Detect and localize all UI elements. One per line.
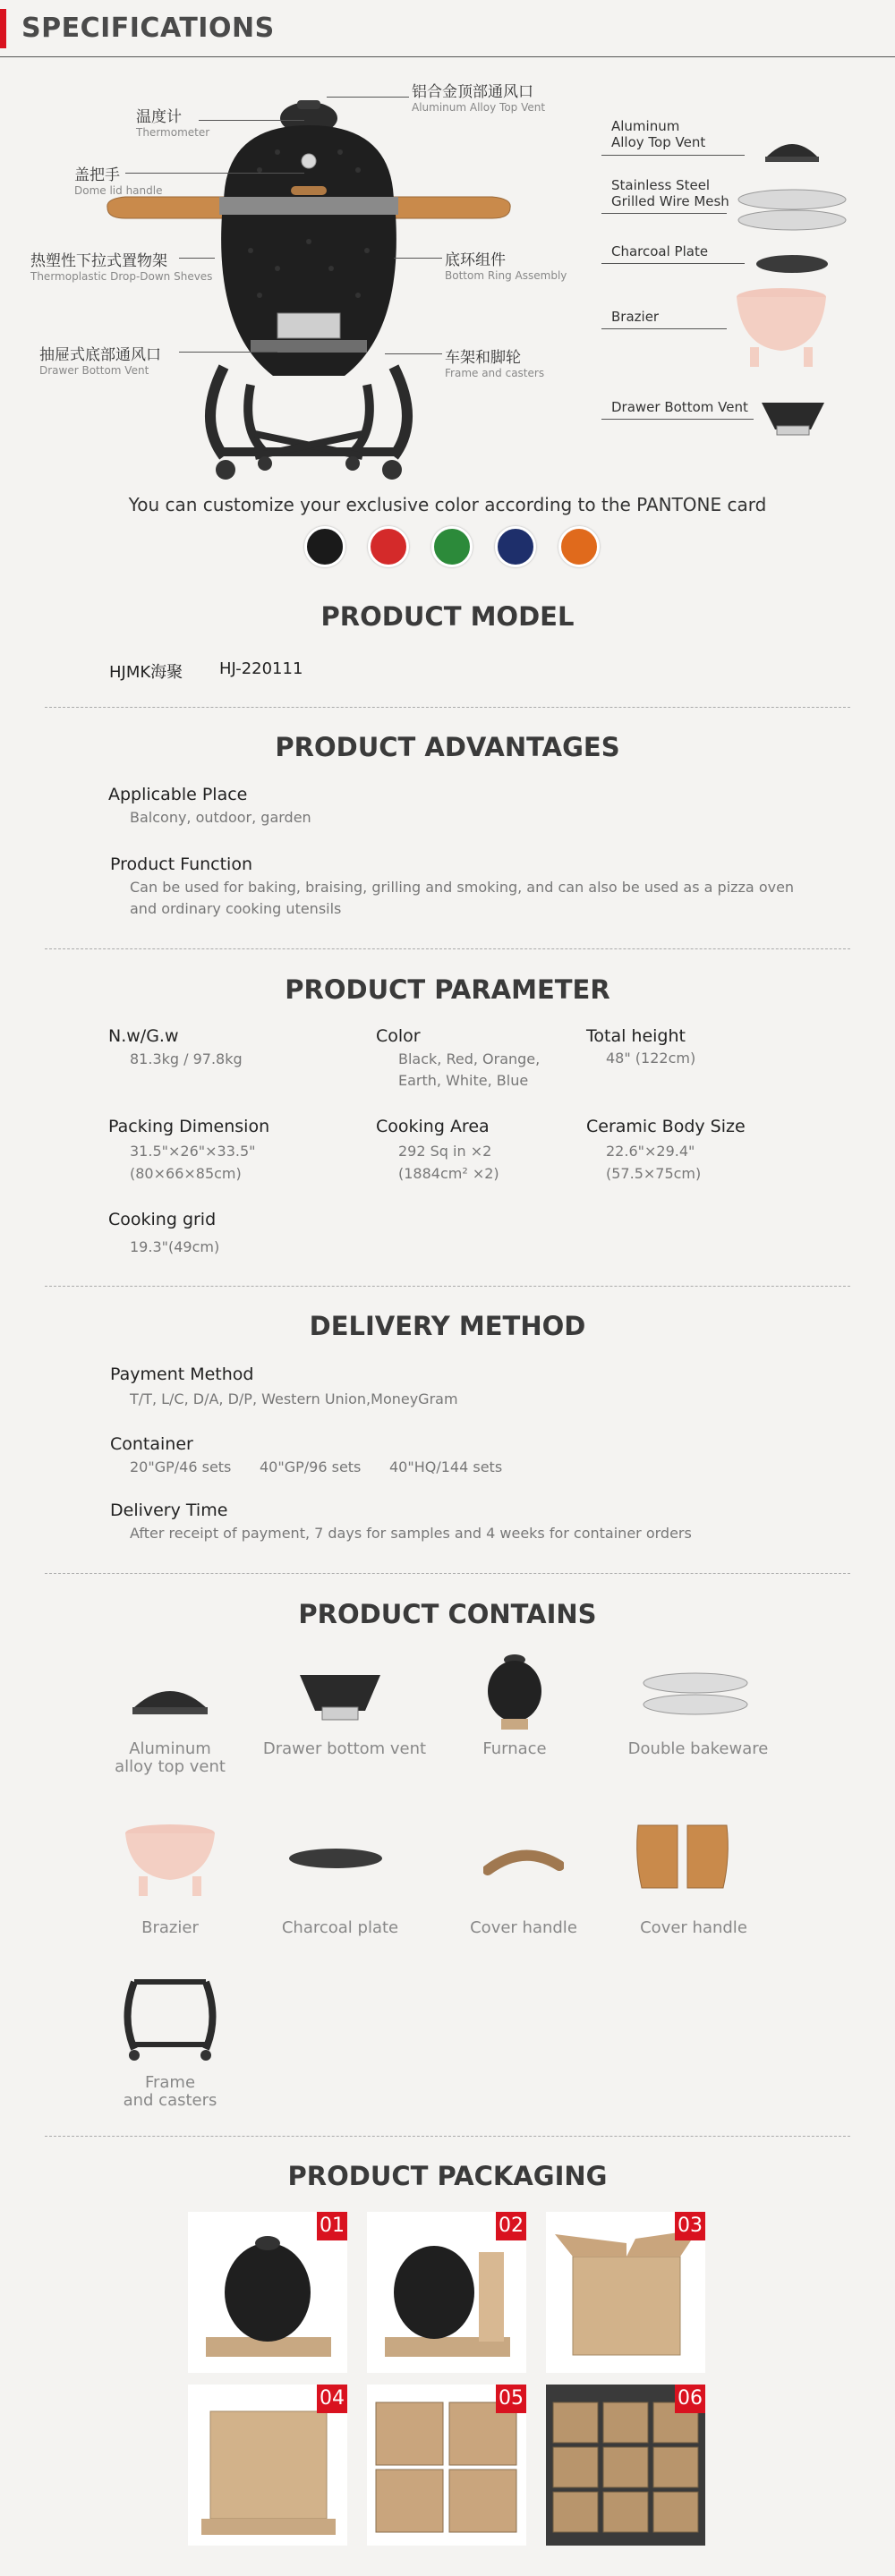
delivery-time-value: After receipt of payment, 7 days for samples and 4 weeks for container orders <box>130 1525 692 1542</box>
wire-mesh-icon <box>734 186 850 235</box>
packaging-number: 02 <box>496 2212 526 2240</box>
packaging-photo <box>188 2385 347 2546</box>
color-swatch-black <box>304 526 345 567</box>
cover-handle-shelf-product-icon <box>631 1816 734 1897</box>
cooking-grid-label: Cooking grid <box>108 1210 217 1229</box>
leader-line <box>179 352 277 353</box>
leader-line <box>125 173 304 174</box>
contains-item-label: Furnace <box>482 1739 547 1758</box>
contains-item-label: Brazier <box>141 1918 199 1937</box>
total-height-label: Total height <box>586 1026 686 1046</box>
section-title-delivery: DELIVERY METHOD <box>309 1311 586 1341</box>
callout-cn: 抽屉式底部通风口 <box>39 346 161 364</box>
applicable-place-value: Balcony, outdoor, garden <box>130 809 311 826</box>
top-vent-icon <box>761 130 823 166</box>
callout-en: Thermoplastic Drop-Down Sheves <box>30 270 213 283</box>
section-title-model: PRODUCT MODEL <box>320 601 575 632</box>
callout-cn: 温度计 <box>136 108 182 126</box>
part-label-drawer: Drawer Bottom Vent <box>611 399 748 415</box>
payment-method-value: T/T, L/C, D/A, D/P, Western Union,MoneyGram <box>130 1390 458 1407</box>
section-title-parameter: PRODUCT PARAMETER <box>285 974 610 1005</box>
brazier-icon <box>732 285 831 374</box>
color-swatch-navy <box>495 526 536 567</box>
callout-drawer-vent <box>39 342 161 377</box>
nw-value: 81.3kg / 97.8kg <box>130 1050 243 1067</box>
drawer-vent-icon <box>757 394 829 438</box>
section-divider <box>45 2136 850 2137</box>
payment-method-label: Payment Method <box>110 1365 254 1384</box>
top-vent-product-icon <box>125 1673 215 1718</box>
part-leader <box>601 419 754 420</box>
drawer-vent-product-icon <box>295 1666 385 1729</box>
pantone-text: You can customize your exclusive color according to the PANTONE card <box>128 494 767 515</box>
section-title-packaging: PRODUCT PACKAGING <box>287 2161 608 2191</box>
cooking-area-value: 292 Sq in ×2 <box>398 1143 492 1160</box>
leader-line <box>394 258 442 259</box>
packaging-number: 06 <box>675 2385 705 2413</box>
ceramic-body-size-value-2: (57.5×75cm) <box>606 1165 702 1182</box>
frame-casters-product-icon <box>116 1973 224 2062</box>
container-label: Container <box>110 1434 193 1454</box>
color-swatches <box>304 526 600 571</box>
packaging-number: 05 <box>496 2385 526 2413</box>
section-divider <box>45 948 850 949</box>
packaging-number: 01 <box>317 2212 347 2240</box>
packaging-photo <box>546 2212 705 2373</box>
contains-item-label: Frame and casters <box>123 2073 217 2110</box>
charcoal-plate-product-icon <box>286 1845 385 1872</box>
packaging-photo <box>546 2385 705 2546</box>
furnace-product-icon <box>483 1651 546 1736</box>
callout-en: Dome lid handle <box>74 184 163 197</box>
packing-dimension-value-2: (80×66×85cm) <box>130 1165 242 1182</box>
callout-cn: 底环组件 <box>445 251 506 269</box>
model-brand: HJMK海聚 <box>109 663 183 682</box>
callout-bottom-ring <box>445 247 567 282</box>
packing-dimension-label: Packing Dimension <box>108 1117 270 1136</box>
container-value-2: 40"GP/96 sets <box>260 1458 362 1475</box>
color-label: Color <box>376 1026 421 1046</box>
packaging-number: 04 <box>317 2385 347 2413</box>
color-value: Black, Red, Orange, <box>398 1050 541 1067</box>
applicable-place-label: Applicable Place <box>108 785 248 804</box>
callout-top-vent <box>412 79 545 114</box>
section-divider <box>45 707 850 708</box>
callout-dome-handle <box>74 162 162 197</box>
callout-cn: 盖把手 <box>74 166 120 184</box>
packaging-photo <box>367 2212 526 2373</box>
container-value-1: 20"GP/46 sets <box>130 1458 232 1475</box>
cover-handle-product-icon <box>483 1839 564 1883</box>
leader-line <box>327 97 409 98</box>
callout-shelves <box>30 248 212 283</box>
leader-line <box>385 353 442 354</box>
section-title-advantages: PRODUCT ADVANTAGES <box>275 732 620 762</box>
page-title: SPECIFICATIONS <box>21 13 275 44</box>
contains-item-label: Aluminum alloy top vent <box>115 1739 226 1776</box>
spec-header <box>0 0 895 57</box>
color-swatch-green <box>431 526 473 567</box>
cooking-grid-value: 19.3"(49cm) <box>130 1238 220 1255</box>
product-function-value: Can be used for baking, braising, grilling and smoking, and can also be used as a pizza oven <box>130 879 795 896</box>
model-code: HJ-220111 <box>219 659 303 678</box>
callout-thermometer <box>136 104 209 139</box>
cooking-area-label: Cooking Area <box>376 1117 490 1136</box>
part-label-brazier: Brazier <box>611 309 660 325</box>
callout-en: Thermometer <box>136 126 210 139</box>
contains-item-label: Drawer bottom vent <box>262 1739 427 1758</box>
section-divider <box>45 1573 850 1574</box>
color-swatch-orange <box>558 526 600 567</box>
section-divider <box>45 1286 850 1287</box>
color-swatch-red <box>368 526 409 567</box>
product-function-label: Product Function <box>110 854 252 874</box>
callout-cn: 铝合金顶部通风口 <box>412 83 533 101</box>
packing-dimension-value: 31.5"×26"×33.5" <box>130 1143 256 1160</box>
contains-item-label: Cover handle <box>470 1918 577 1937</box>
section-title-contains: PRODUCT CONTAINS <box>298 1599 597 1629</box>
callout-en: Aluminum Alloy Top Vent <box>412 101 546 114</box>
double-bakeware-product-icon <box>640 1669 752 1722</box>
container-value-3: 40"HQ/144 sets <box>389 1458 503 1475</box>
callout-en: Drawer Bottom Vent <box>39 364 149 377</box>
callout-cn: 热塑性下拉式置物架 <box>30 252 167 270</box>
packaging-photo <box>188 2212 347 2373</box>
part-leader <box>601 328 727 329</box>
packaging-photo <box>367 2385 526 2546</box>
header-divider <box>0 56 895 57</box>
part-leader <box>601 263 745 264</box>
ceramic-body-size-label: Ceramic Body Size <box>586 1117 746 1136</box>
callout-en: Bottom Ring Assembly <box>445 269 567 282</box>
color-value-2: Earth, White, Blue <box>398 1072 529 1089</box>
accent-bar <box>0 9 6 48</box>
part-leader <box>601 155 745 156</box>
part-leader <box>601 213 727 214</box>
packaging-number: 03 <box>675 2212 705 2240</box>
leader-line <box>199 120 304 121</box>
product-function-value-2: and ordinary cooking utensils <box>130 900 342 917</box>
total-height-value: 48" (122cm) <box>606 1050 696 1067</box>
nw-label: N.w/G.w <box>108 1026 179 1046</box>
charcoal-plate-icon <box>754 252 831 276</box>
contains-item-label: Double bakeware <box>627 1739 769 1758</box>
callout-cn: 车架和脚轮 <box>445 349 521 367</box>
part-label-charcoal: Charcoal Plate <box>611 243 709 259</box>
callout-frame <box>445 344 544 379</box>
brazier-product-icon <box>121 1821 219 1901</box>
part-label-top-vent: Aluminum Alloy Top Vent <box>611 118 706 150</box>
delivery-time-label: Delivery Time <box>110 1501 228 1520</box>
leader-line <box>179 258 215 259</box>
contains-item-label: Charcoal plate <box>281 1918 399 1937</box>
ceramic-body-size-value: 22.6"×29.4" <box>606 1143 695 1160</box>
kamado-grill-illustration <box>98 98 519 492</box>
contains-item-label: Cover handle <box>640 1918 747 1937</box>
cooking-area-value-2: (1884cm² ×2) <box>398 1165 499 1182</box>
part-label-mesh: Stainless Steel Grilled Wire Mesh <box>611 177 729 209</box>
callout-en: Frame and casters <box>445 367 545 379</box>
